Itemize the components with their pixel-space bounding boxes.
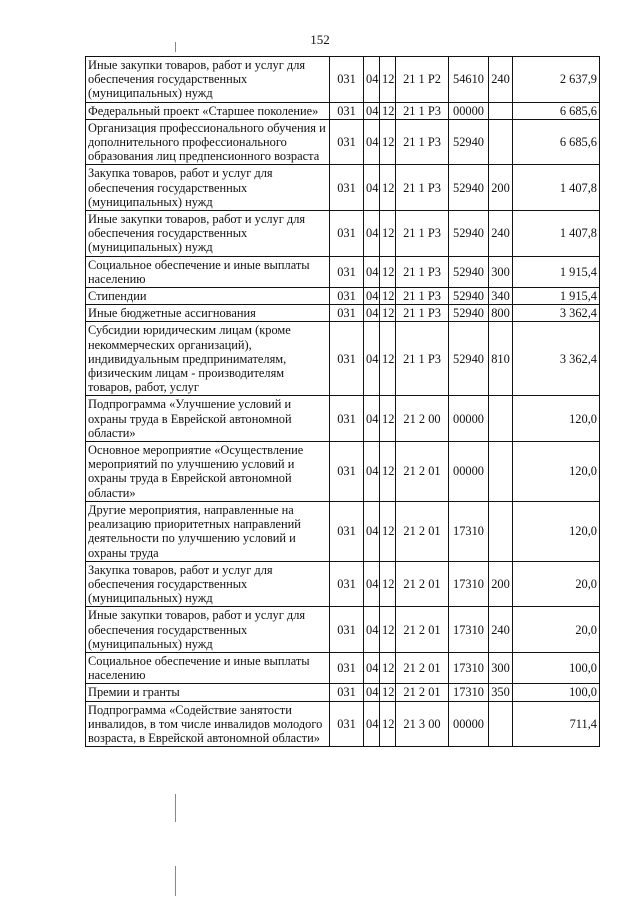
expense-type-code: 350 <box>489 684 513 701</box>
direction-code: 00000 <box>449 701 489 747</box>
table-row <box>86 288 600 305</box>
program-code: 21 2 01 <box>396 607 449 653</box>
expense-type-code: 340 <box>489 288 513 305</box>
ministry-code: 031 <box>330 607 364 653</box>
amount: 120,0 <box>513 442 600 502</box>
amount: 100,0 <box>513 684 600 701</box>
program-code: 21 2 01 <box>396 442 449 502</box>
table-row <box>86 102 600 119</box>
table-row <box>86 211 600 257</box>
subsection-code: 12 <box>380 322 396 396</box>
program-code: 21 2 01 <box>396 501 449 561</box>
subsection-code: 12 <box>380 211 396 257</box>
amount: 120,0 <box>513 501 600 561</box>
amount: 3 362,4 <box>513 305 600 322</box>
direction-code: 00000 <box>449 396 489 442</box>
expense-type-code: 800 <box>489 305 513 322</box>
subsection-code: 12 <box>380 501 396 561</box>
expense-type-code: 300 <box>489 256 513 287</box>
amount: 3 362,4 <box>513 322 600 396</box>
row-name: Премии и гранты <box>86 684 330 701</box>
subsection-code: 12 <box>380 57 396 103</box>
direction-code: 17310 <box>449 607 489 653</box>
table-row <box>86 501 600 561</box>
section-code: 04 <box>364 501 380 561</box>
amount: 1 407,8 <box>513 165 600 211</box>
program-code: 21 3 00 <box>396 701 449 747</box>
expense-type-code: 300 <box>489 652 513 683</box>
expense-type-code: 810 <box>489 322 513 396</box>
table-row <box>86 442 600 502</box>
section-code: 04 <box>364 57 380 103</box>
subsection-code: 12 <box>380 288 396 305</box>
row-name: Социальное обеспечение и иные выплаты населению <box>86 652 330 683</box>
direction-code: 54610 <box>449 57 489 103</box>
direction-code: 00000 <box>449 442 489 502</box>
ministry-code: 031 <box>330 396 364 442</box>
subsection-code: 12 <box>380 561 396 607</box>
row-name: Основное мероприятие «Осуществление мероприятий по улучшению условий и охраны труда в Еврейской автономной области» <box>86 442 330 502</box>
program-code: 21 1 Р3 <box>396 305 449 322</box>
section-code: 04 <box>364 701 380 747</box>
program-code: 21 1 Р2 <box>396 57 449 103</box>
row-name: Закупка товаров, работ и услуг для обеспечения государственных (муниципальных) нужд <box>86 165 330 211</box>
amount: 6 685,6 <box>513 102 600 119</box>
section-code: 04 <box>364 102 380 119</box>
section-code: 04 <box>364 305 380 322</box>
table-row <box>86 256 600 287</box>
ministry-code: 031 <box>330 57 364 103</box>
row-name: Закупка товаров, работ и услуг для обеспечения государственных (муниципальных) нужд <box>86 561 330 607</box>
ministry-code: 031 <box>330 684 364 701</box>
section-code: 04 <box>364 165 380 211</box>
expense-type-code <box>489 501 513 561</box>
row-name: Другие мероприятия, направленные на реализацию приоритетных направлений деятельности по улучшению условий и охраны труда <box>86 501 330 561</box>
subsection-code: 12 <box>380 652 396 683</box>
direction-code: 52940 <box>449 211 489 257</box>
row-name: Социальное обеспечение и иные выплаты населению <box>86 256 330 287</box>
amount: 20,0 <box>513 607 600 653</box>
section-code: 04 <box>364 119 380 165</box>
subsection-code: 12 <box>380 102 396 119</box>
direction-code: 52940 <box>449 288 489 305</box>
subsection-code: 12 <box>380 165 396 211</box>
row-name: Иные закупки товаров, работ и услуг для обеспечения государственных (муниципальных) нужд <box>86 607 330 653</box>
table-row <box>86 652 600 683</box>
ministry-code: 031 <box>330 288 364 305</box>
table-row <box>86 607 600 653</box>
direction-code: 52940 <box>449 119 489 165</box>
direction-code: 52940 <box>449 256 489 287</box>
ministry-code: 031 <box>330 501 364 561</box>
margin-mark-top <box>175 42 176 52</box>
row-name: Организация профессионального обучения и дополнительного профессионального образования лиц предпенсионного возраста <box>86 119 330 165</box>
amount: 6 685,6 <box>513 119 600 165</box>
section-code: 04 <box>364 211 380 257</box>
amount: 120,0 <box>513 396 600 442</box>
budget-table-body <box>86 57 600 747</box>
subsection-code: 12 <box>380 607 396 653</box>
ministry-code: 031 <box>330 305 364 322</box>
direction-code: 52940 <box>449 322 489 396</box>
expense-type-code <box>489 442 513 502</box>
program-code: 21 1 Р3 <box>396 165 449 211</box>
ministry-code: 031 <box>330 561 364 607</box>
section-code: 04 <box>364 288 380 305</box>
budget-table <box>85 56 600 747</box>
ministry-code: 031 <box>330 322 364 396</box>
row-name: Иные закупки товаров, работ и услуг для обеспечения государственных (муниципальных) нужд <box>86 211 330 257</box>
table-row <box>86 305 600 322</box>
ministry-code: 031 <box>330 701 364 747</box>
table-row <box>86 701 600 747</box>
expense-type-code: 240 <box>489 57 513 103</box>
subsection-code: 12 <box>380 396 396 442</box>
table-row <box>86 165 600 211</box>
expense-type-code: 240 <box>489 211 513 257</box>
row-name: Стипендии <box>86 288 330 305</box>
table-row <box>86 396 600 442</box>
subsection-code: 12 <box>380 256 396 287</box>
subsection-code: 12 <box>380 442 396 502</box>
section-code: 04 <box>364 561 380 607</box>
amount: 20,0 <box>513 561 600 607</box>
expense-type-code <box>489 102 513 119</box>
margin-mark-middle <box>175 794 176 822</box>
row-name: Подпрограмма «Содействие занятости инвалидов, в том числе инвалидов молодого возраста, в Еврейской автономной области» <box>86 701 330 747</box>
amount: 711,4 <box>513 701 600 747</box>
program-code: 21 2 01 <box>396 561 449 607</box>
section-code: 04 <box>364 607 380 653</box>
ministry-code: 031 <box>330 652 364 683</box>
row-name: Федеральный проект «Старшее поколение» <box>86 102 330 119</box>
expense-type-code: 240 <box>489 607 513 653</box>
ministry-code: 031 <box>330 102 364 119</box>
direction-code: 17310 <box>449 652 489 683</box>
direction-code: 17310 <box>449 561 489 607</box>
subsection-code: 12 <box>380 684 396 701</box>
section-code: 04 <box>364 652 380 683</box>
subsection-code: 12 <box>380 119 396 165</box>
margin-mark-bottom <box>175 866 176 896</box>
section-code: 04 <box>364 256 380 287</box>
table-row <box>86 684 600 701</box>
table-row <box>86 322 600 396</box>
expense-type-code: 200 <box>489 165 513 211</box>
direction-code: 17310 <box>449 501 489 561</box>
program-code: 21 1 Р3 <box>396 322 449 396</box>
direction-code: 00000 <box>449 102 489 119</box>
ministry-code: 031 <box>330 442 364 502</box>
row-name: Подпрограмма «Улучшение условий и охраны труда в Еврейской автономной области» <box>86 396 330 442</box>
ministry-code: 031 <box>330 211 364 257</box>
expense-type-code <box>489 701 513 747</box>
program-code: 21 2 00 <box>396 396 449 442</box>
subsection-code: 12 <box>380 701 396 747</box>
program-code: 21 1 Р3 <box>396 288 449 305</box>
table-row <box>86 561 600 607</box>
direction-code: 52940 <box>449 165 489 211</box>
amount: 1 915,4 <box>513 288 600 305</box>
ministry-code: 031 <box>330 165 364 211</box>
expense-type-code <box>489 119 513 165</box>
program-code: 21 2 01 <box>396 684 449 701</box>
amount: 100,0 <box>513 652 600 683</box>
section-code: 04 <box>364 322 380 396</box>
row-name: Субсидии юридическим лицам (кроме некоммерческих организаций), индивидуальным предпринимателям, физическим лицам - производителям товаров, работ, услуг <box>86 322 330 396</box>
section-code: 04 <box>364 684 380 701</box>
ministry-code: 031 <box>330 256 364 287</box>
program-code: 21 1 Р3 <box>396 119 449 165</box>
expense-type-code: 200 <box>489 561 513 607</box>
amount: 1 915,4 <box>513 256 600 287</box>
table-row <box>86 57 600 103</box>
program-code: 21 1 Р3 <box>396 211 449 257</box>
program-code: 21 1 Р3 <box>396 102 449 119</box>
subsection-code: 12 <box>380 305 396 322</box>
expense-type-code <box>489 396 513 442</box>
table-row <box>86 119 600 165</box>
page-number: 152 <box>310 32 330 47</box>
direction-code: 52940 <box>449 305 489 322</box>
direction-code: 17310 <box>449 684 489 701</box>
amount: 2 637,9 <box>513 57 600 103</box>
amount: 1 407,8 <box>513 211 600 257</box>
row-name: Иные закупки товаров, работ и услуг для обеспечения государственных (муниципальных) нужд <box>86 57 330 103</box>
row-name: Иные бюджетные ассигнования <box>86 305 330 322</box>
ministry-code: 031 <box>330 119 364 165</box>
section-code: 04 <box>364 442 380 502</box>
program-code: 21 2 01 <box>396 652 449 683</box>
program-code: 21 1 Р3 <box>396 256 449 287</box>
section-code: 04 <box>364 396 380 442</box>
